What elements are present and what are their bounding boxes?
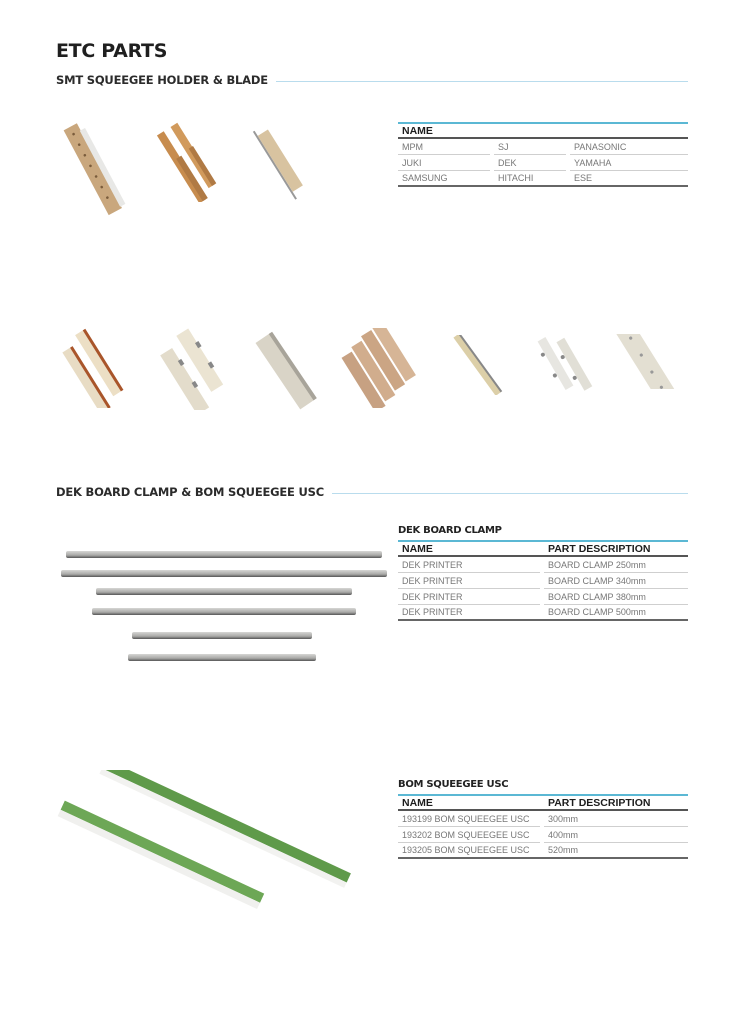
table-row: [398, 605, 688, 621]
table-cell: SJ: [494, 139, 566, 155]
divider: [332, 493, 688, 494]
column-header-part-description: PART DESCRIPTION: [548, 542, 651, 555]
section-heading-squeegee: [56, 73, 688, 87]
product-image-squeegee-blade-5: [440, 335, 515, 395]
table-cell: 520mm: [544, 843, 688, 859]
table-cell: BOARD CLAMP 380mm: [544, 589, 688, 605]
product-image-squeegee-holder-2: [150, 122, 230, 202]
column-header-part-description: PART DESCRIPTION: [548, 796, 651, 809]
table-cell: DEK: [494, 155, 566, 171]
table-row: [398, 843, 688, 859]
table-row: [398, 557, 688, 573]
product-image-squeegee-blade-4: [335, 328, 430, 408]
table-row: [398, 573, 688, 589]
bom-squeegee-table: [398, 779, 688, 859]
product-image-squeegee-blade-3: [250, 330, 325, 410]
brand-table: [398, 122, 688, 187]
product-image-squeegee-blade-2: [155, 328, 240, 410]
table-header: [398, 542, 688, 557]
table-cell: SAMSUNG: [398, 171, 494, 187]
divider: [276, 81, 688, 82]
table-cell: ESE: [570, 171, 688, 187]
table-cell: BOARD CLAMP 250mm: [544, 557, 688, 573]
table-row: [398, 155, 688, 171]
board-clamp-table: [398, 525, 688, 621]
product-image-squeegee-holder-3: [245, 122, 315, 202]
section-heading-text: DEK BOARD CLAMP & BOM SQUEEGEE USC: [56, 485, 324, 499]
table-row: [398, 811, 688, 827]
table-cell: 193199 BOM SQUEEGEE USC: [398, 811, 540, 827]
column-header-name: NAME: [402, 796, 433, 809]
table-caption: BOM SQUEEGEE USC: [398, 779, 509, 790]
table-cell: 300mm: [544, 811, 688, 827]
table-cell: BOARD CLAMP 500mm: [544, 605, 688, 621]
table-row: [398, 171, 688, 187]
table-row: [398, 827, 688, 843]
table-cell: YAMAHA: [570, 155, 688, 171]
table-header: [398, 796, 688, 811]
product-image-board-clamp: [58, 548, 388, 668]
table-header: [398, 124, 688, 139]
table-cell: DEK PRINTER: [398, 557, 540, 573]
table-cell: DEK PRINTER: [398, 573, 540, 589]
table-cell: BOARD CLAMP 340mm: [544, 573, 688, 589]
table-cell: DEK PRINTER: [398, 605, 544, 621]
table-caption: DEK BOARD CLAMP: [398, 525, 502, 536]
table-cell: PANASONIC: [570, 139, 688, 155]
section-heading-text: SMT SQUEEGEE HOLDER & BLADE: [56, 73, 268, 87]
table-cell: 400mm: [544, 827, 688, 843]
column-header-name: NAME: [402, 542, 433, 555]
product-image-squeegee-blade-6: [523, 335, 608, 395]
table-cell: 193205 BOM SQUEEGEE USC: [398, 843, 544, 859]
table-cell: DEK PRINTER: [398, 589, 540, 605]
table-cell: MPM: [398, 139, 490, 155]
table-cell: HITACHI: [494, 171, 570, 187]
table-row: [398, 589, 688, 605]
table-cell: JUKI: [398, 155, 490, 171]
column-header-name: NAME: [402, 124, 433, 137]
table-cell: 193202 BOM SQUEEGEE USC: [398, 827, 540, 843]
product-image-bom-squeegee: [55, 770, 355, 940]
section-heading-board-clamp: [56, 485, 688, 499]
table-row: [398, 139, 688, 155]
product-image-squeegee-blade-7: [605, 334, 685, 389]
product-image-squeegee-blade-1: [58, 328, 138, 408]
product-image-squeegee-holder-1: [55, 118, 135, 218]
page-title: ETC PARTS: [56, 40, 168, 62]
